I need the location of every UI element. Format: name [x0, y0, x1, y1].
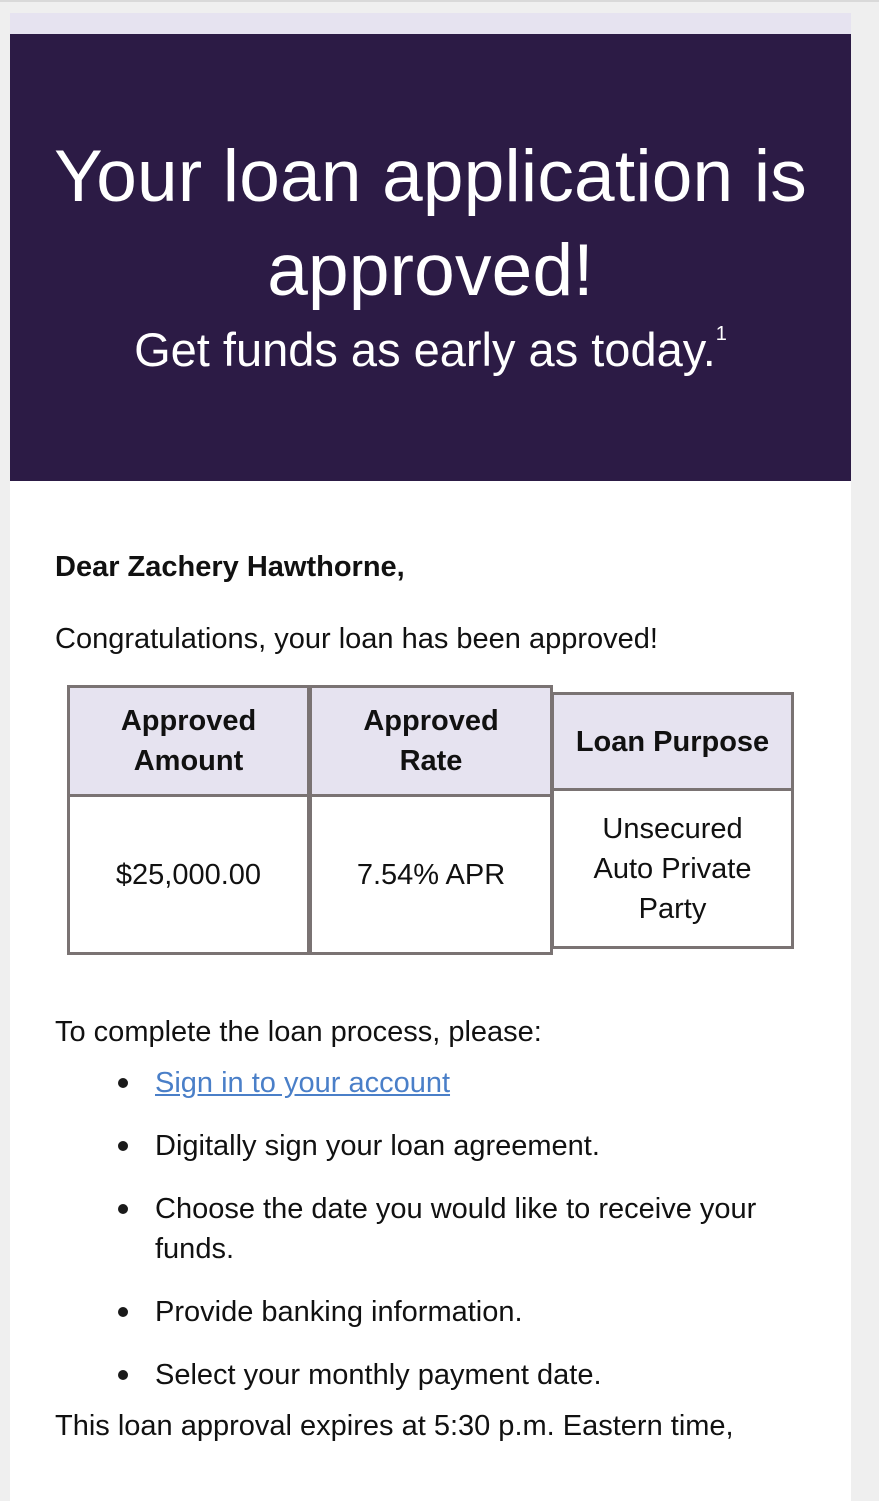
top-divider	[0, 0, 879, 2]
footnote-marker: 1	[715, 323, 727, 345]
email-body	[10, 13, 851, 1501]
step-text: Provide banking information.	[155, 1296, 523, 1328]
bullet-icon	[118, 1078, 128, 1088]
loan-purpose-header: Loan Purpose	[554, 695, 791, 791]
approved-amount-column	[67, 685, 310, 955]
step-text: Choose the date you would like to receive your funds.	[155, 1193, 757, 1265]
email-content	[10, 481, 851, 1446]
approved-rate-value: 7.54% APR	[356, 858, 506, 891]
accent-strip	[10, 13, 851, 34]
sign-in-link[interactable]: Sign in to your account	[155, 1067, 451, 1099]
step-text: Digitally sign your loan agreement.	[155, 1130, 600, 1162]
hero-subtitle	[10, 322, 851, 378]
hero-title: Your loan application is approved!	[54, 136, 807, 311]
approved-rate-header: Approved Rate	[312, 688, 550, 797]
steps-list	[55, 1063, 806, 1395]
bullet-icon	[118, 1370, 128, 1380]
loan-purpose-value: Unsecured Auto Private Party	[593, 812, 752, 925]
list-item	[110, 1292, 806, 1332]
list-item	[110, 1355, 806, 1395]
intro-text: Congratulations, your loan has been approved!	[55, 623, 658, 655]
approved-amount-value: $25,000.00	[115, 858, 262, 891]
steps-intro: To complete the loan process, please:	[55, 1016, 542, 1048]
approved-amount-header: Approved Amount	[70, 688, 307, 797]
list-item	[110, 1063, 806, 1103]
bullet-icon	[118, 1141, 128, 1151]
greeting: Dear Zachery Hawthorne,	[55, 551, 405, 583]
step-text: Select your monthly payment date.	[155, 1359, 602, 1391]
hero-banner	[10, 34, 851, 481]
expiry-notice: This loan approval expires at 5:30 p.m. Eastern time,	[55, 1410, 734, 1442]
hero-subtitle-text: Get funds as early as today.	[134, 323, 716, 376]
list-item	[110, 1126, 806, 1166]
list-item	[110, 1189, 806, 1269]
approved-rate-column	[309, 685, 553, 955]
bullet-icon	[118, 1307, 128, 1317]
loan-purpose-column	[551, 692, 794, 949]
bullet-icon	[118, 1204, 128, 1214]
loan-summary-table	[55, 685, 806, 960]
